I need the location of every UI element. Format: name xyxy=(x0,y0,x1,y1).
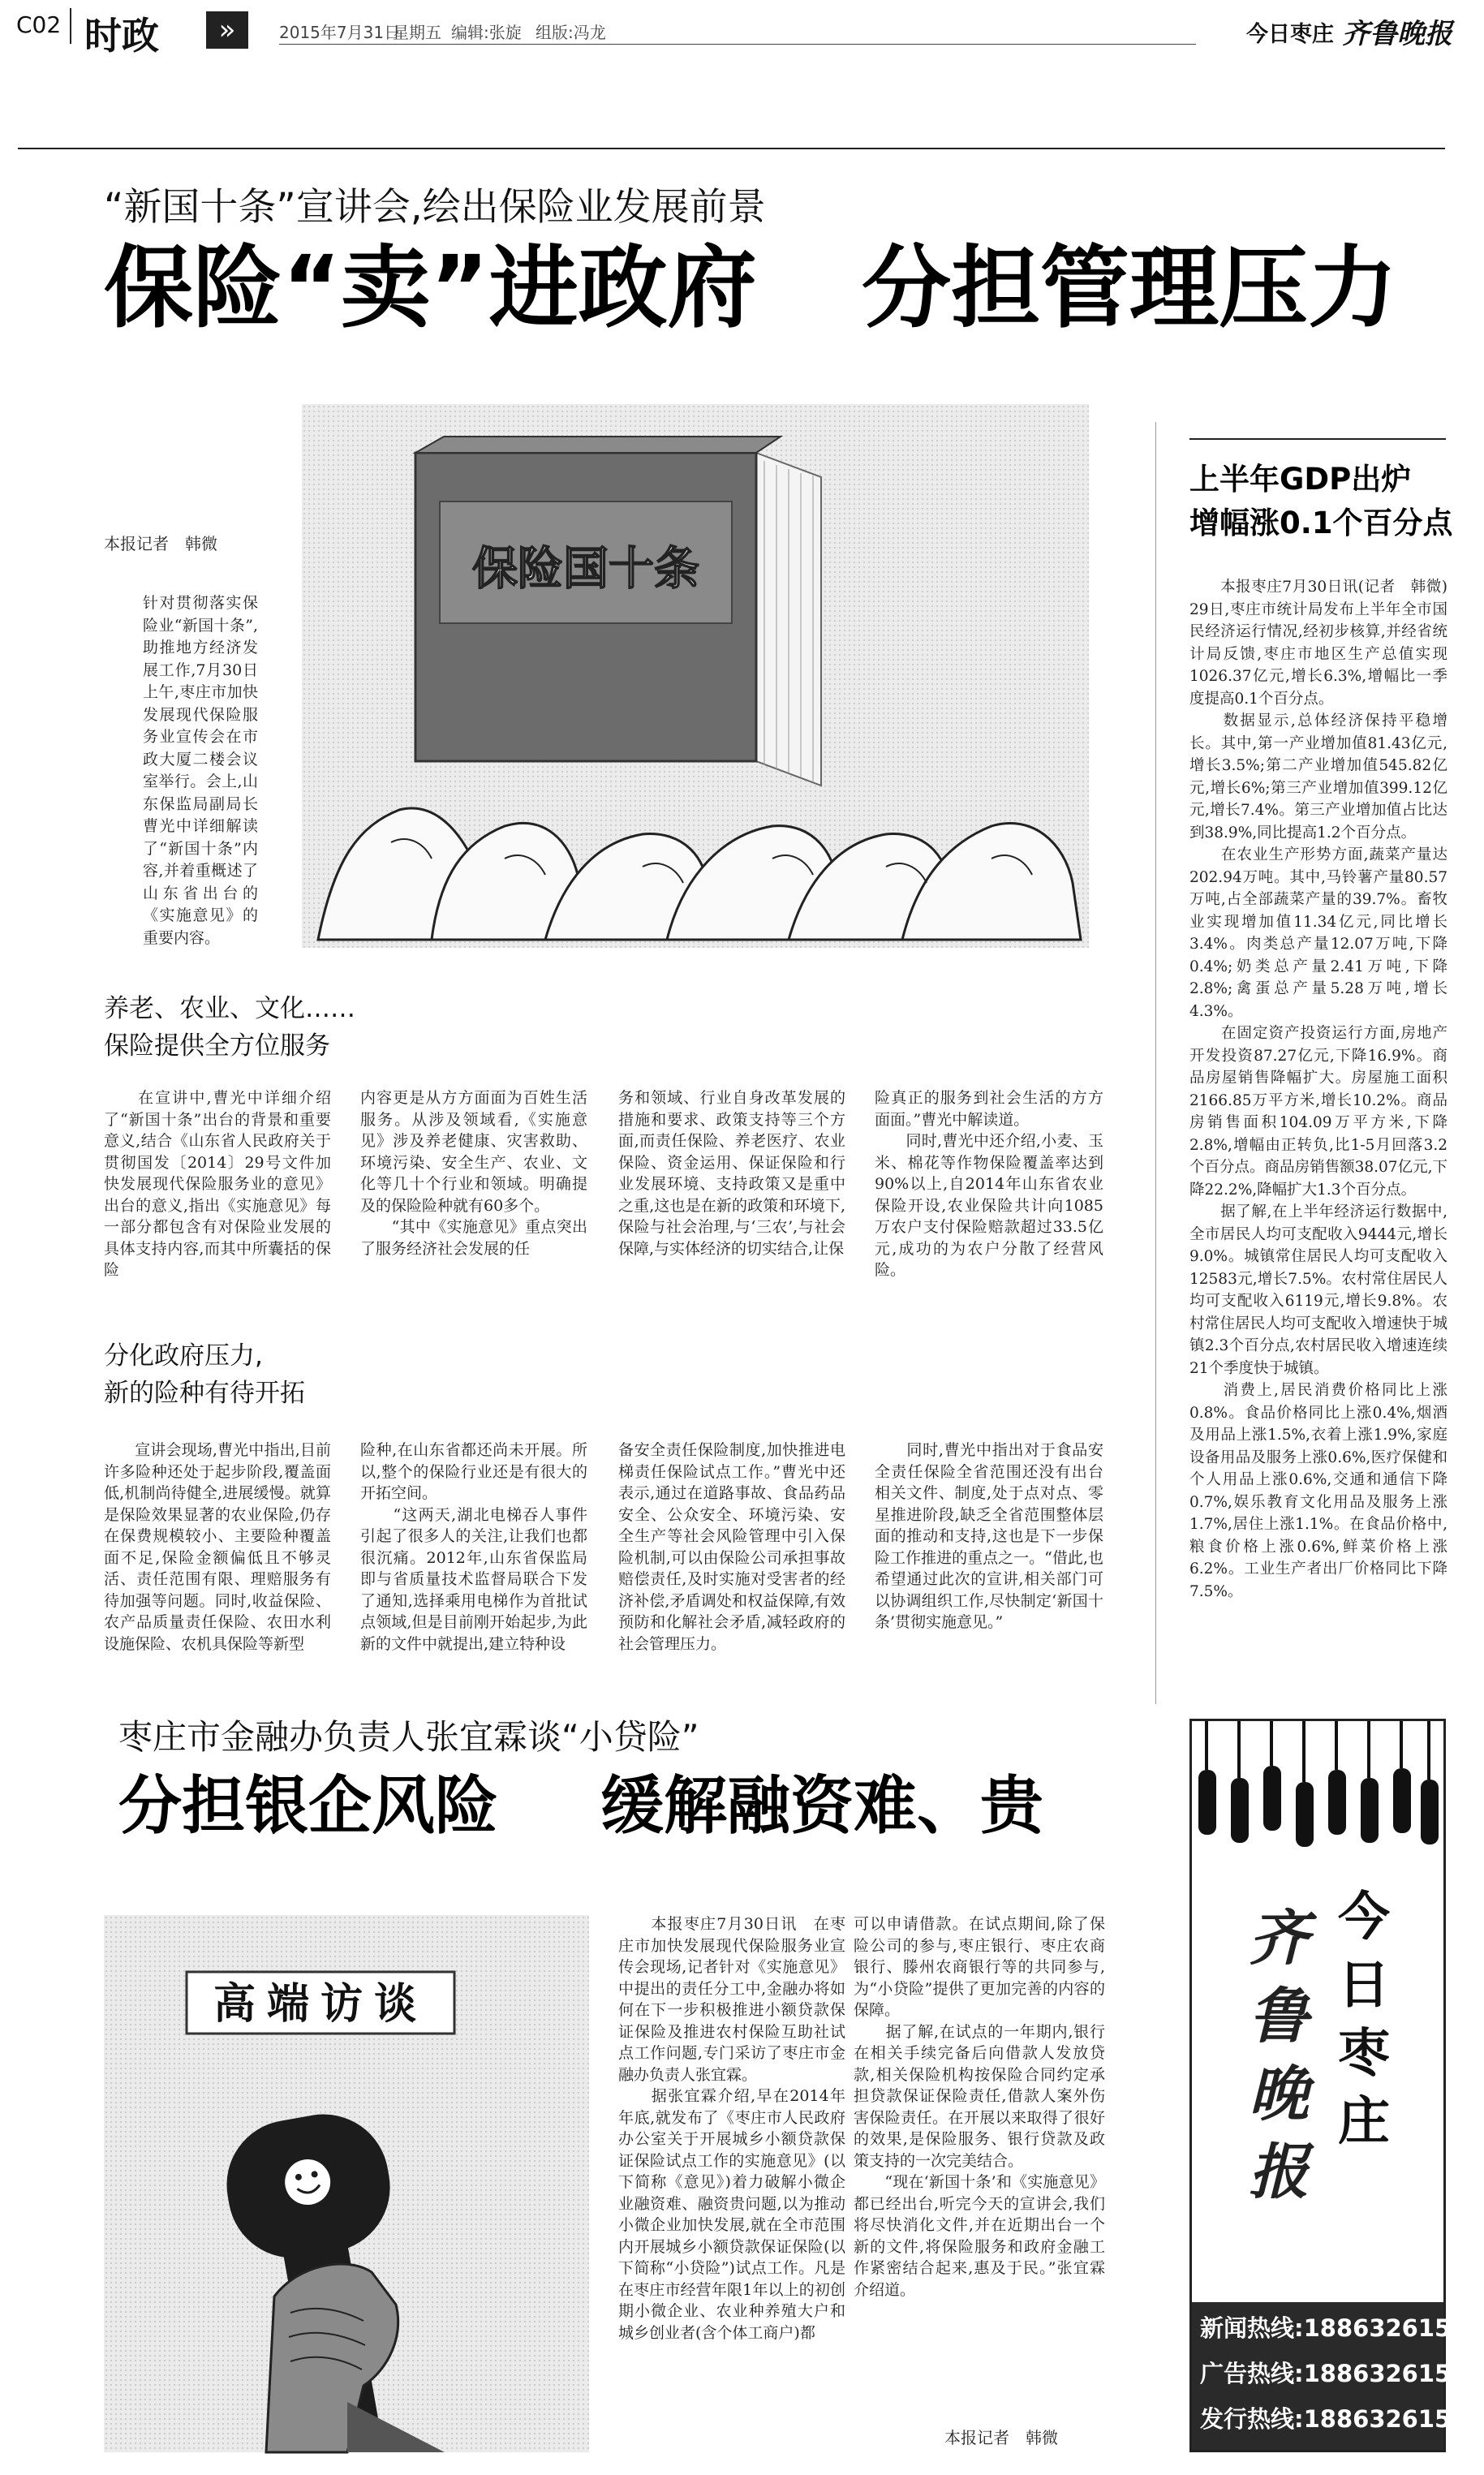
news-hotline-number: 18863261518 xyxy=(1303,2314,1484,2342)
section2-column-1: 宣讲会现场,曹光中指出,目前许多险种还处于起步阶段,覆盖面低,机制尚待健全,进展缓慢。就算是保险效果显著的农业保险,仍存在保费规模较小、主要险种覆盖面不足,保险金额偏低且不够灵活、责任范围有限、理赔服务有待加强等问题。同时,收益保险、农产品质量责任保险、农田水利设施保险、农机具保险等新型 xyxy=(104,1441,331,1653)
article1-kicker: “新国十条”宣讲会,绘出保险业发展前景 xyxy=(104,185,766,230)
masthead-brand-paper: 齐鲁晚报 xyxy=(1342,18,1452,50)
telephone-receivers-icon xyxy=(1192,1721,1443,1859)
issue-date: 2015年7月31日 xyxy=(279,23,401,42)
issue-weekday: 星期五 xyxy=(393,23,441,42)
section1-column-1: 在宣讲中,曹光中详细介绍了“新国十条”出台的背景和重要意义,结合《山东省人民政府关于贯彻国发〔2014〕29号文件加快发展现代保险服务业的意见》出台的意义,指出《实施意见》每一部分都包含有对保险业发展的具体支持内容,而其中所囊括的保险 xyxy=(104,1089,331,1279)
layout-credit: 组版:冯龙 xyxy=(536,23,606,42)
editor-credit: 编辑:张旋 xyxy=(451,23,522,42)
article1-lead: 针对贯彻落实保险业“新国十条”,助推地方经济发展工作,7月30日上午,枣庄市加快发展现代保险服务业宣传会在市政大厦二楼会议室举行。会上,山东保监局副局长曹光中详细解读了“新国十条”内容,并着重概述了山东省出台的《实施意见》的重要内容。 xyxy=(143,592,258,953)
section1-column-4: 险真正的服务到社会生活的方方面面。”曹光中解读道。 同时,曹光中还介绍,小麦、玉米、棉花等作物保险覆盖率达到90%以上,自2014年山东省农业保险开设,农业保险共计向1085万农户支付保险赔款超过33.5亿元,成功的为农户分散了经营风险。 xyxy=(875,1089,1103,1279)
section2-column-4: 同时,曹光中指出对于食品安全责任保险全省范围还没有出台相关文件、制度,处于点对点、零星推进阶段,缺乏全省范围整体层面的推动和支持,这也是下一步保险工作推进的重点之一。“借此,也希望通过此次的宣讲,相关部门可以协调组织工作,尽快制定‘新国十条’贯彻实施意见。” xyxy=(875,1441,1103,1631)
section1-column-3: 务和领域、行业自身改革发展的措施和要求、政策支持等三个方面,而责任保险、养老医疗、农业保险、资金运用、保证保险和行业发展环境、支持政策又是重中之重,这也是在新的政策和环境下,保险与社会治理,与‘三农’,与社会保障,与实体经济的切实结合,让保 xyxy=(618,1089,845,1258)
interview-illustration xyxy=(104,1915,589,2452)
masthead xyxy=(0,0,1463,81)
page-number: C02 xyxy=(16,11,62,38)
news-hotline-label: 新闻热线: xyxy=(1200,2314,1304,2342)
article2-column-1: 本报枣庄7月30日讯 在枣庄市加快发展现代保险服务业宣传会现场,记者针对《实施意见》中提出的责任分工中,金融办将如何在下一步积极推进小额贷款保证保险及推进农村保险互助社试点工作问题,专门采访了枣庄市金融办负责人张宜霖。 据张宜霖介绍,早在2014年年底,就发布了《枣庄市人民政府办公室关于开展城乡小额贷款保证保险试点工作的实施意见》(以下简称《意见》)着力破解小微企业融资难、融资贵问题,以为推动小微企业加快发展,就在全市范围内开展城乡小额贷款保证保险(以下简称“小贷险”)试点工作。凡是在枣庄市经营年限1年以上的初创期小微企业、农业种养殖大户和城乡创业者(含个体工商户)都 xyxy=(618,1915,845,2342)
sidebar-top-rule xyxy=(1189,438,1446,440)
distribution-hotline xyxy=(1200,2401,1484,2434)
section1-title-line2: 保险提供全方位服务 xyxy=(104,1031,330,1061)
ad-hotline-number: 18863261529 xyxy=(1303,2360,1484,2387)
article2-column-2: 可以申请借款。在试点期间,除了保险公司的参与,枣庄银行、枣庄农商银行、滕州农商银行等的共同参与,为“小贷险”提供了更加完善的内容的保障。 据了解,在试点的一年期内,银行在相关手续完备后向借款人发放贷款,相关保险机构按保险合同约定承担贷款保证保险责任,借款人案外伤害保险责任。在开展以来取得了很好的效果,是保险服务、银行贷款及政策支持的一次完美结合。 “现在‘新国十条’和《实施意见》都已经出台,听完今天的宣讲会,我们将尽快消化文件,并在近期出台一个新的文件,将保险服务和政府金融工作紧密结合起来,惠及于民。”张宜霖介绍道。 xyxy=(854,1915,1105,2299)
ad-hotline xyxy=(1200,2356,1484,2389)
article2-byline: 本报记者 韩微 xyxy=(944,2428,1058,2447)
article1-headline-left: 保险“卖”进政府 xyxy=(104,236,757,340)
article1-byline: 本报记者 韩微 xyxy=(104,534,217,553)
section1-title-line1: 养老、农业、文化…… xyxy=(104,994,355,1023)
hotline-ad xyxy=(1189,1719,1484,2452)
ad-hotline-panel xyxy=(1192,2302,1484,2450)
article1-headline-right: 分担管理压力 xyxy=(862,236,1397,340)
sidebar-divider xyxy=(1155,422,1156,1704)
distribution-hotline-label: 发行热线: xyxy=(1200,2405,1304,2433)
article2-headline-left: 分担银企风险 xyxy=(118,1770,499,1843)
ad-hotline-label: 广告热线: xyxy=(1200,2360,1304,2387)
section2-title-line2: 新的险种有待开拓 xyxy=(104,1379,305,1408)
article2-headline-right: 缓解融资难、贵 xyxy=(600,1770,1044,1843)
article2-kicker: 枣庄市金融办负责人张宜霖谈“小贷险” xyxy=(118,1717,699,1757)
news-hotline xyxy=(1200,2310,1484,2344)
section2-title-line1: 分化政府压力, xyxy=(104,1341,263,1371)
section-arrow-icon: » xyxy=(206,11,248,49)
insurance-illustration xyxy=(302,404,1089,948)
ad-brand-paper: 齐鲁晚报 xyxy=(1249,1904,1309,2207)
sidebar-title-line2: 增幅涨0.1个百分点 xyxy=(1189,506,1453,540)
book-title: 保险国十条 xyxy=(472,543,699,596)
sidebar-title-line1: 上半年GDP出炉 xyxy=(1189,462,1412,497)
section-title: 时政 xyxy=(84,14,159,58)
section1-column-2: 内容更是从方方面面为百姓生活服务。从涉及领域看,《实施意见》涉及养老健康、灾害救助、环境污染、安全生产、农业、文化等几十个行业和领域。明确提及的保险险种就有60多个。 “其中《实施意见》重点突出了服务经济社会发展的任 xyxy=(360,1089,587,1258)
masthead-top-rule xyxy=(279,44,1196,45)
section2-column-3: 备安全责任保险制度,加快推进电梯责任保险试点工作。”曹光中还表示,通过在道路事故、食品药品安全、公众安全、环境污染、安全生产等社会风险管理中引入保险机制,可以由保险公司承担事故赔偿责任,及时实施对受害者的经济补偿,矛盾调处和权益保障,有效预防和化解社会矛盾,减轻政府的社会管理压力。 xyxy=(618,1441,845,1653)
section2-column-2: 险种,在山东省都还尚未开展。所以,整个的保险行业还是有很大的开拓空间。 “这两天,湖北电梯吞人事件引起了很多人的关注,让我们也都很沉痛。2012年,山东省保监局即与省质量技术监督局联合下发了通知,选择乘用电梯作为首批试点领域,但是目前刚开始起步,为此新的文件中就提出,建立特种设 xyxy=(360,1441,587,1653)
interview-caption: 高端访谈 xyxy=(213,1980,428,2029)
masthead-brand-local: 今日枣庄 xyxy=(1246,22,1334,47)
ad-brand-local: 今日枣庄 xyxy=(1338,1887,1390,2152)
masthead-rule xyxy=(18,148,1445,149)
sidebar-body: 本报枣庄7月30日讯(记者 韩微) 29日,枣庄市统计局发布上半年全市国民经济运行情况,经初步核算,并经省统计局反馈,枣庄市地区生产总值实现1026.37亿元,增长6.3%,增幅比一季度提高0.1个百分点。 数据显示,总体经济保持平稳增长。其中,第一产业增加值81.43亿元,增长3.5%;第二产业增加值545.82亿元,增长6%;第三产业增加值399.12亿元,增长7.4%。第三产业增加值占比达到38.9%,同比提高1.2个百分点。 在农业生产形势方面,蔬菜产量达202.94万吨。其中,马铃薯产量80.57万吨,占全部蔬菜产量的39.7%。畜牧业实现增加值11.34亿元,同比增长3.4%。肉类总产量12.07万吨,下降0.4%;奶类总产量2.41万吨,下降2.8%;禽蛋总产量5.28万吨,增长4.3%。 在固定资产投资运行方面,房地产开发投资87.27亿元,下降16.9%。商品房屋销售降幅扩大。房屋施工面积2166.85万平方米,增长10.2%。商品房销售面积104.09万平方米,下降2.8%,增幅由正转负,比1-5月回落3.2个百分点。商品房销售额38.07亿元,下降22.2%,降幅扩大1.3个百分点。 据了解,在上半年经济运行数据中,全市居民人均可支配收入9444元,增长9.0%。城镇常住居民人均可支配收入12583元,增长7.5%。农村常住居民人均可支配收入6119元,增长9.8%。农村常住居民人均可支配收入增速快于城镇2.3个百分点,农村居民收入增速连续21个季度快于城镇。 消费上,居民消费价格同比上涨0.8%。食品价格同比上涨0.4%,烟酒及用品上涨1.5%,衣着上涨1.9%,家庭设备用品及服务上涨0.6%,医疗保健和个人用品上涨0.6%,交通和通信下降0.7%,娱乐教育文化用品及服务上涨1.7%,居住上涨1.1%。在食品价格中,粮食价格上涨0.6%,鲜菜价格上涨6.2%。工业生产者出厂价格同比下降7.5%。 xyxy=(1189,579,1447,1600)
distribution-hotline-number: 18863261506 xyxy=(1303,2405,1484,2433)
masthead-divider xyxy=(70,8,71,44)
